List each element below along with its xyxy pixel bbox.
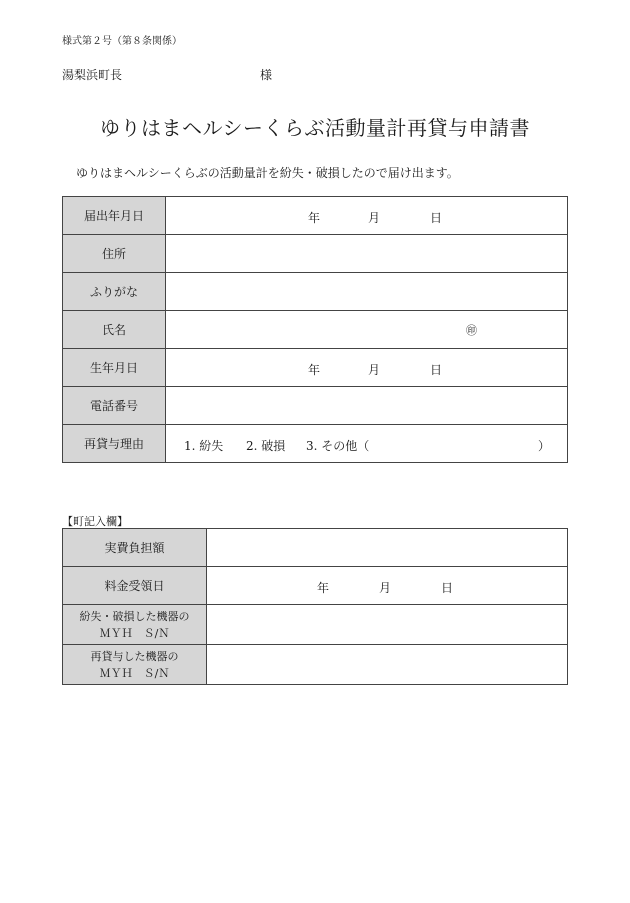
year-label: 年 — [308, 211, 321, 225]
submission-date-label: 届出年月日 — [63, 197, 166, 235]
address-label: 住所 — [63, 235, 166, 273]
phone-field[interactable] — [166, 387, 568, 425]
seal-mark: ㊞ — [466, 324, 477, 337]
new-device-serial-field[interactable] — [207, 645, 568, 685]
cost-field[interactable] — [207, 529, 568, 567]
new-device-row — [63, 645, 568, 685]
address-row — [63, 235, 568, 273]
furigana-field[interactable] — [166, 273, 568, 311]
name-label: 氏名 — [63, 311, 166, 349]
fee-date-field[interactable] — [207, 567, 568, 605]
furigana-label: ふりがな — [63, 273, 166, 311]
application-table — [62, 196, 568, 463]
reason-row — [63, 425, 568, 463]
document-title: ゆりはまヘルシーくらぶ活動量計再貸与申請書 — [100, 116, 530, 140]
birth-date-field[interactable] — [166, 349, 568, 387]
lost-device-row — [63, 605, 568, 645]
intro-statement: ゆりはまヘルシーくらぶの活動量計を紛失・破損したので届け出ます。 — [76, 166, 459, 180]
day-label: 日 — [430, 211, 443, 225]
new-device-label-line2: ＭＹＨ Ｓ/Ｎ — [99, 666, 170, 680]
furigana-row — [63, 273, 568, 311]
submission-date-row — [63, 197, 568, 235]
name-field[interactable] — [166, 311, 568, 349]
town-use-table — [62, 528, 568, 685]
new-device-label — [63, 645, 207, 685]
fee-date-row — [63, 567, 568, 605]
reason-label: 再貸与理由 — [63, 425, 166, 463]
new-device-label-line1: 再貸与した機器の — [90, 649, 179, 663]
year-label: 年 — [308, 363, 321, 377]
name-row — [63, 311, 568, 349]
recipient-honorific: 様 — [260, 68, 273, 82]
month-label: 月 — [368, 211, 381, 225]
reason-other-close: ） — [538, 439, 551, 453]
submission-date-field[interactable] — [166, 197, 568, 235]
phone-row — [63, 387, 568, 425]
recipient: 湯梨浜町長 — [62, 68, 123, 82]
town-section-heading: 【町記入欄】 — [62, 515, 128, 528]
birth-date-label: 生年月日 — [63, 349, 166, 387]
reason-field[interactable] — [166, 425, 568, 463]
reason-option-lost[interactable]: 1. 紛失 — [184, 439, 224, 453]
birth-date-row — [63, 349, 568, 387]
reason-option-other[interactable]: 3. その他（ — [306, 439, 370, 453]
cost-label: 実費負担額 — [63, 529, 207, 567]
fee-date-label: 料金受領日 — [63, 567, 207, 605]
month-label: 月 — [368, 363, 381, 377]
lost-device-label — [63, 605, 207, 645]
day-label: 日 — [441, 581, 454, 595]
day-label: 日 — [430, 363, 443, 377]
lost-device-serial-field[interactable] — [207, 605, 568, 645]
address-field[interactable] — [166, 235, 568, 273]
cost-row — [63, 529, 568, 567]
lost-device-label-line1: 紛失・破損した機器の — [79, 609, 190, 623]
year-label: 年 — [317, 581, 330, 595]
reason-option-damaged[interactable]: 2. 破損 — [246, 439, 286, 453]
month-label: 月 — [379, 581, 392, 595]
lost-device-label-line2: ＭＹＨ Ｓ/Ｎ — [99, 626, 170, 640]
phone-label: 電話番号 — [63, 387, 166, 425]
form-number: 様式第２号（第８条関係） — [62, 36, 182, 47]
